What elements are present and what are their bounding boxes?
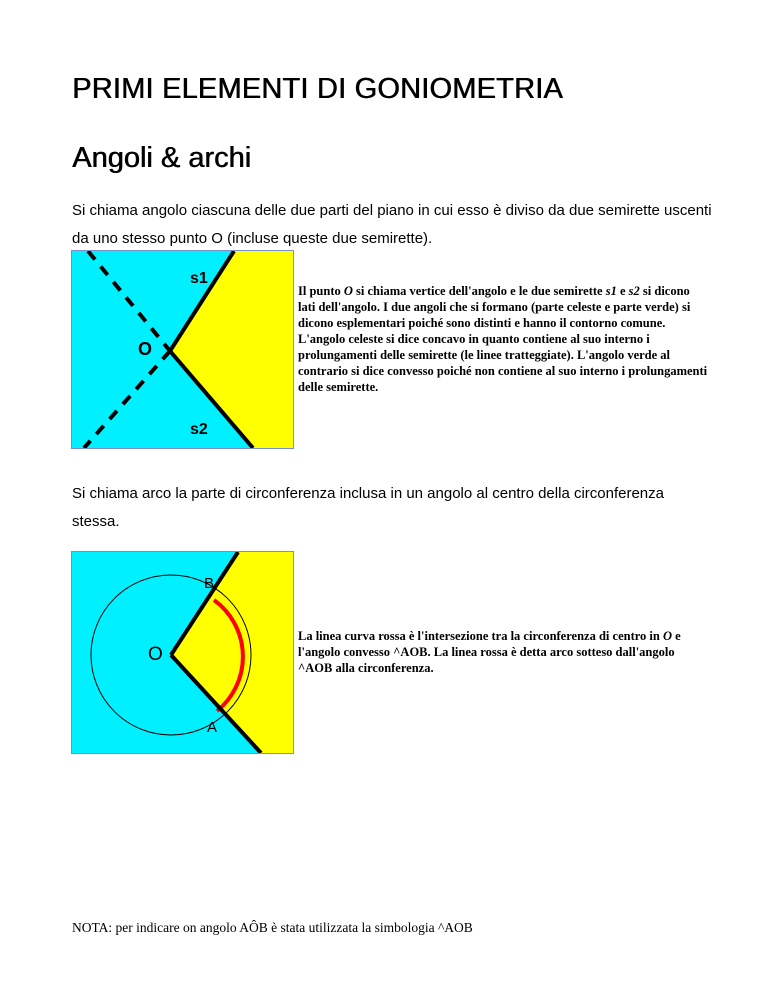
arc-figure xyxy=(71,551,294,754)
label-center-o: O xyxy=(148,644,163,665)
angle-figure xyxy=(71,250,294,449)
arc-figure-caption: La linea curva rossa è l'intersezione tra la circonferenza di centro in O e l'angolo convesso ^AOB. La linea rossa è detta arco sotteso dall'angolo ^AOB alla circonferenza. xyxy=(298,629,681,675)
label-a: A xyxy=(207,719,218,736)
angle-definition-text: Si chiama angolo ciascuna delle due parti del piano in cui esso è diviso da due semirette uscenti da uno stesso punto O (incluse queste due semirette). xyxy=(72,202,712,247)
note-text: NOTA: per indicare on angolo AÔB è stata utilizzata la simbologia ^AOB xyxy=(72,920,473,935)
label-vertex-o: O xyxy=(138,339,153,359)
label-s2: s2 xyxy=(190,421,208,438)
section-title: Angoli & archi xyxy=(72,142,251,174)
label-s1: s1 xyxy=(190,270,208,287)
label-b: B xyxy=(204,575,215,592)
page-title: PRIMI ELEMENTI DI GONIOMETRIA xyxy=(72,73,563,105)
arc-definition-text: Si chiama arco la parte di circonferenza inclusa in un angolo al centro della circonferenza stessa. xyxy=(72,485,664,530)
angle-figure-caption: Il punto O si chiama vertice dell'angolo e le due semirette s1 e s2 si dicono lati dell'angolo. I due angoli che si formano (parte celeste e parte verde) si dicono esplementari poiché sono distinti e hanno il contorno comune. L'angolo celeste si dice concavo in quanto contiene al suo interno i prolungamenti delle semirette (le linee tratteggiate). L'angolo verde al contrario si dice convesso poiché non contiene al suo interno i prolungamenti delle semirette. xyxy=(298,284,708,394)
